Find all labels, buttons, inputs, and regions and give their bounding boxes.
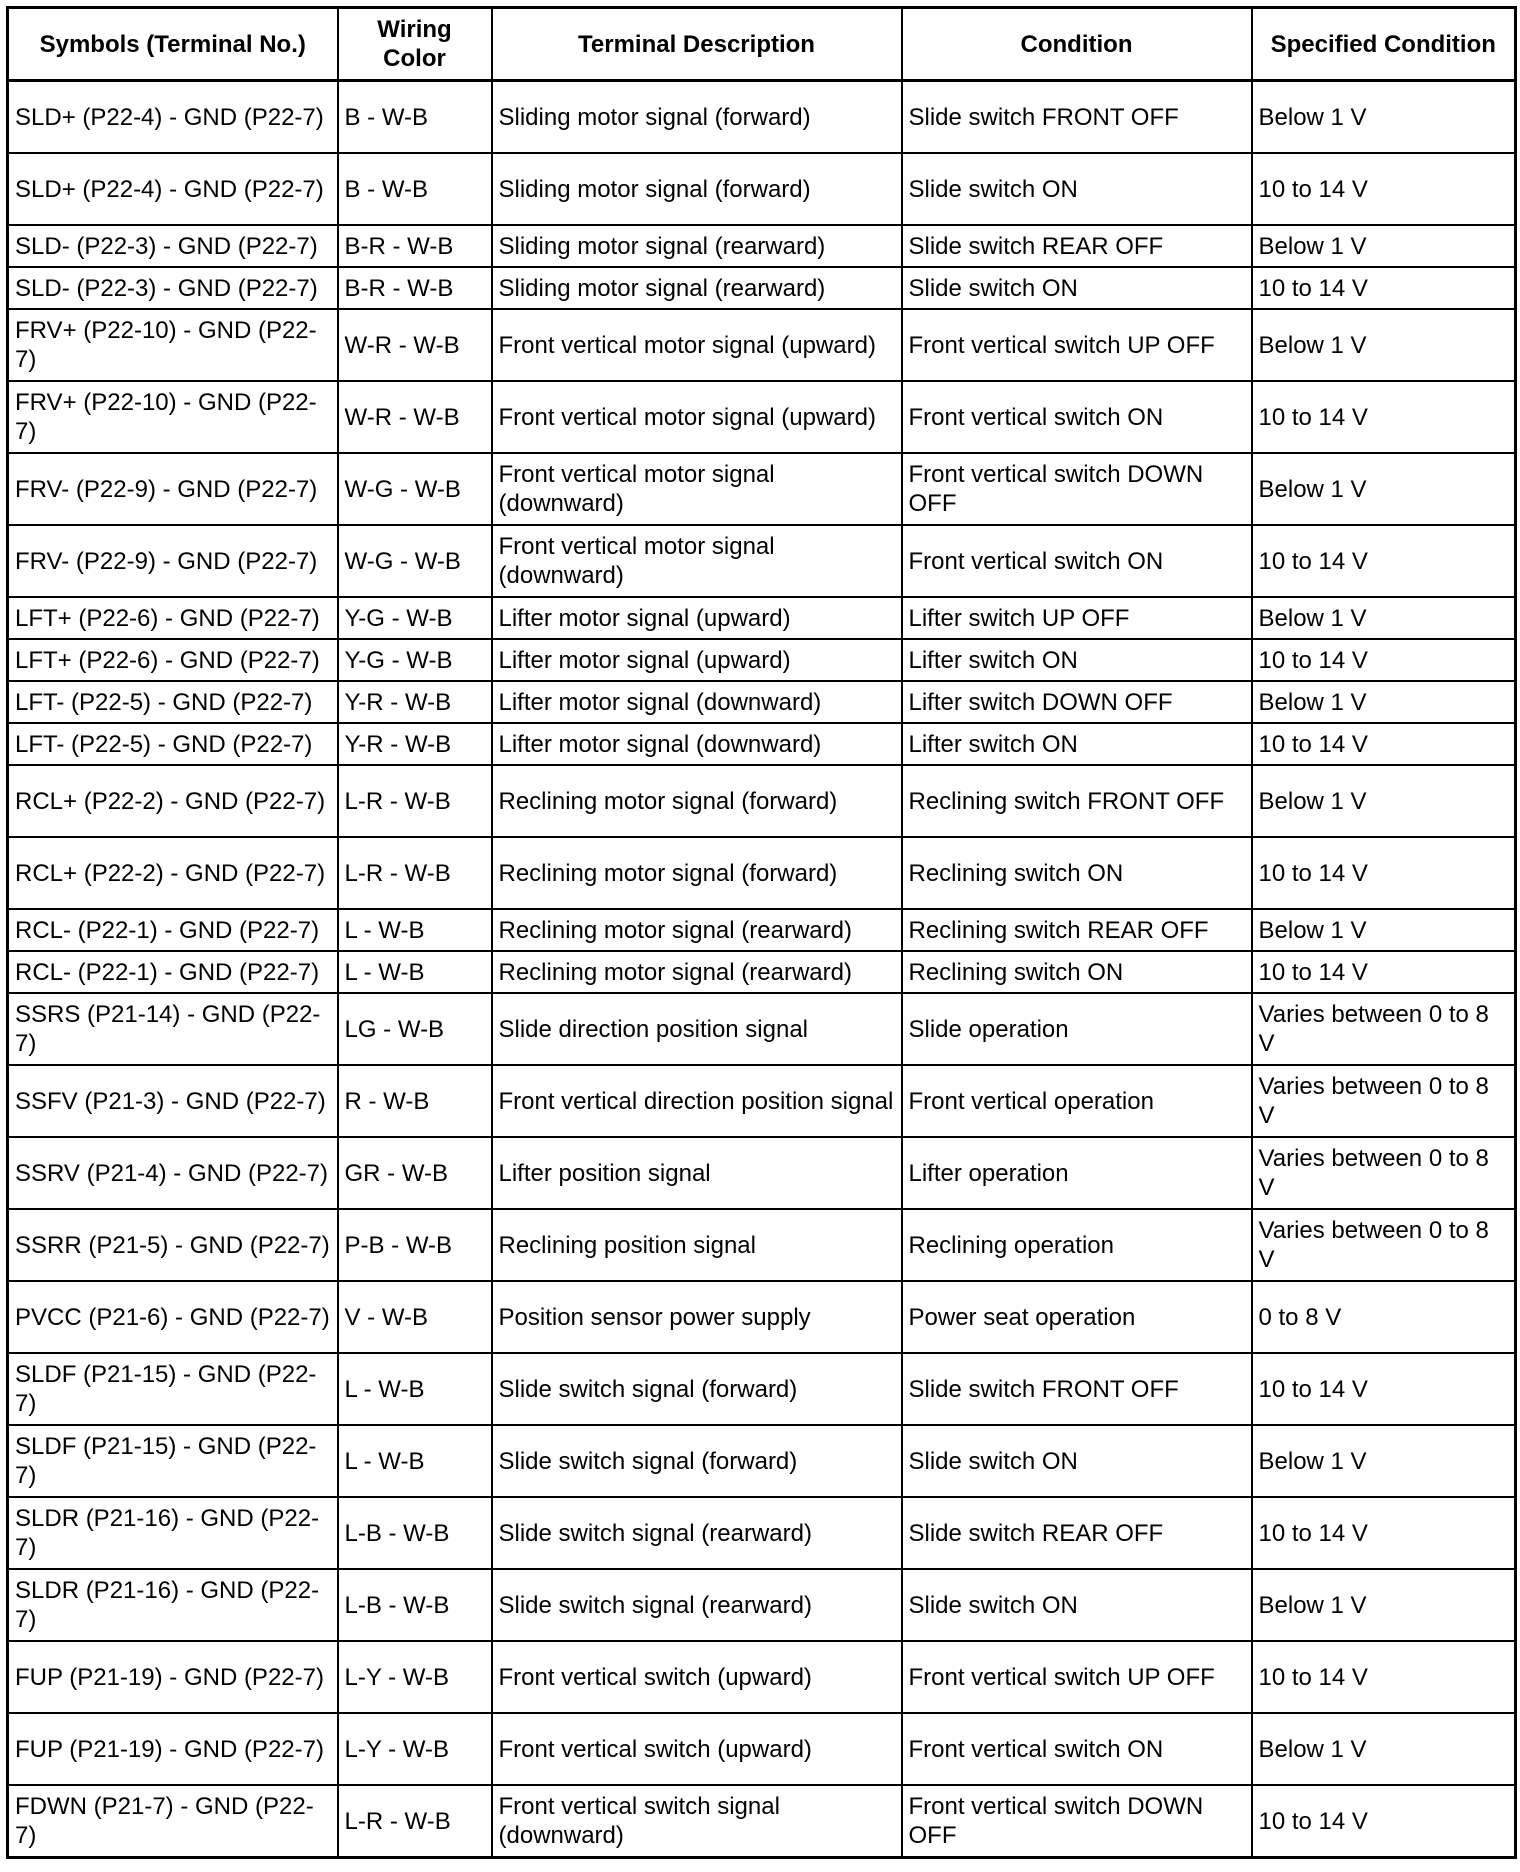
- cell-symbol: FRV- (P22-9) - GND (P22-7): [8, 453, 338, 525]
- cell-wiring-color: L-Y - W-B: [338, 1713, 492, 1785]
- cell-symbol: FDWN (P21-7) - GND (P22-7): [8, 1785, 338, 1858]
- cell-wiring-color: L - W-B: [338, 909, 492, 951]
- cell-description: Position sensor power supply: [492, 1281, 902, 1353]
- cell-wiring-color: B-R - W-B: [338, 225, 492, 267]
- cell-specified-condition: Below 1 V: [1252, 1713, 1516, 1785]
- cell-description: Slide switch signal (forward): [492, 1353, 902, 1425]
- table-row: [8, 1569, 1516, 1641]
- cell-specified-condition: Below 1 V: [1252, 453, 1516, 525]
- table-row: [8, 765, 1516, 837]
- cell-symbol: SSRV (P21-4) - GND (P22-7): [8, 1137, 338, 1209]
- cell-description: Front vertical switch (upward): [492, 1641, 902, 1713]
- cell-condition: Lifter switch DOWN OFF: [902, 681, 1252, 723]
- cell-condition: Front vertical switch UP OFF: [902, 1641, 1252, 1713]
- table-row: [8, 525, 1516, 597]
- cell-wiring-color: B - W-B: [338, 153, 492, 225]
- table-row: [8, 81, 1516, 154]
- cell-condition: Front vertical switch UP OFF: [902, 309, 1252, 381]
- header-symbols: Symbols (Terminal No.): [8, 8, 338, 81]
- cell-symbol: SLD- (P22-3) - GND (P22-7): [8, 225, 338, 267]
- cell-specified-condition: 10 to 14 V: [1252, 1785, 1516, 1858]
- cell-description: Lifter motor signal (downward): [492, 681, 902, 723]
- terminal-table: [6, 6, 1517, 1859]
- cell-condition: Front vertical switch DOWN OFF: [902, 1785, 1252, 1858]
- cell-condition: Slide switch REAR OFF: [902, 1497, 1252, 1569]
- cell-symbol: FUP (P21-19) - GND (P22-7): [8, 1641, 338, 1713]
- cell-condition: Front vertical switch ON: [902, 381, 1252, 453]
- table-row: [8, 909, 1516, 951]
- cell-wiring-color: Y-R - W-B: [338, 723, 492, 765]
- cell-condition: Lifter switch UP OFF: [902, 597, 1252, 639]
- cell-description: Lifter motor signal (downward): [492, 723, 902, 765]
- cell-wiring-color: L-B - W-B: [338, 1497, 492, 1569]
- cell-description: Sliding motor signal (forward): [492, 153, 902, 225]
- cell-symbol: LFT+ (P22-6) - GND (P22-7): [8, 597, 338, 639]
- cell-specified-condition: Varies between 0 to 8 V: [1252, 1209, 1516, 1281]
- cell-wiring-color: W-R - W-B: [338, 309, 492, 381]
- cell-specified-condition: 10 to 14 V: [1252, 1353, 1516, 1425]
- cell-description: Front vertical switch signal (downward): [492, 1785, 902, 1858]
- cell-wiring-color: Y-G - W-B: [338, 639, 492, 681]
- cell-wiring-color: Y-G - W-B: [338, 597, 492, 639]
- cell-symbol: SLDR (P21-16) - GND (P22-7): [8, 1497, 338, 1569]
- cell-symbol: RCL+ (P22-2) - GND (P22-7): [8, 837, 338, 909]
- cell-description: Sliding motor signal (rearward): [492, 225, 902, 267]
- table-row: [8, 1713, 1516, 1785]
- cell-description: Slide direction position signal: [492, 993, 902, 1065]
- cell-wiring-color: W-G - W-B: [338, 525, 492, 597]
- cell-symbol: PVCC (P21-6) - GND (P22-7): [8, 1281, 338, 1353]
- table-row: [8, 951, 1516, 993]
- cell-specified-condition: Below 1 V: [1252, 909, 1516, 951]
- table-row: [8, 153, 1516, 225]
- cell-condition: Power seat operation: [902, 1281, 1252, 1353]
- cell-wiring-color: W-R - W-B: [338, 381, 492, 453]
- cell-symbol: SLDF (P21-15) - GND (P22-7): [8, 1353, 338, 1425]
- cell-condition: Front vertical switch DOWN OFF: [902, 453, 1252, 525]
- cell-description: Reclining motor signal (rearward): [492, 951, 902, 993]
- cell-specified-condition: 10 to 14 V: [1252, 639, 1516, 681]
- cell-condition: Front vertical operation: [902, 1065, 1252, 1137]
- cell-condition: Slide switch ON: [902, 267, 1252, 309]
- table-row: [8, 1641, 1516, 1713]
- cell-specified-condition: Below 1 V: [1252, 81, 1516, 154]
- cell-condition: Reclining switch FRONT OFF: [902, 765, 1252, 837]
- cell-description: Lifter motor signal (upward): [492, 597, 902, 639]
- cell-wiring-color: L-R - W-B: [338, 1785, 492, 1858]
- cell-condition: Slide switch REAR OFF: [902, 225, 1252, 267]
- cell-symbol: FUP (P21-19) - GND (P22-7): [8, 1713, 338, 1785]
- cell-description: Front vertical motor signal (downward): [492, 525, 902, 597]
- cell-wiring-color: B - W-B: [338, 81, 492, 154]
- cell-condition: Lifter operation: [902, 1137, 1252, 1209]
- cell-condition: Lifter switch ON: [902, 639, 1252, 681]
- cell-symbol: FRV- (P22-9) - GND (P22-7): [8, 525, 338, 597]
- cell-symbol: SLDR (P21-16) - GND (P22-7): [8, 1569, 338, 1641]
- cell-condition: Reclining operation: [902, 1209, 1252, 1281]
- table-row: [8, 1497, 1516, 1569]
- table-row: [8, 1353, 1516, 1425]
- cell-description: Front vertical switch (upward): [492, 1713, 902, 1785]
- cell-wiring-color: B-R - W-B: [338, 267, 492, 309]
- terminal-table-container: [6, 6, 1514, 1859]
- table-row: [8, 993, 1516, 1065]
- cell-symbol: FRV+ (P22-10) - GND (P22-7): [8, 309, 338, 381]
- cell-description: Front vertical direction position signal: [492, 1065, 902, 1137]
- cell-wiring-color: W-G - W-B: [338, 453, 492, 525]
- cell-condition: Slide switch FRONT OFF: [902, 81, 1252, 154]
- cell-condition: Front vertical switch ON: [902, 1713, 1252, 1785]
- cell-wiring-color: LG - W-B: [338, 993, 492, 1065]
- cell-specified-condition: Below 1 V: [1252, 309, 1516, 381]
- cell-description: Front vertical motor signal (upward): [492, 381, 902, 453]
- cell-wiring-color: Y-R - W-B: [338, 681, 492, 723]
- table-row: [8, 597, 1516, 639]
- cell-description: Slide switch signal (forward): [492, 1425, 902, 1497]
- cell-description: Front vertical motor signal (upward): [492, 309, 902, 381]
- cell-specified-condition: Below 1 V: [1252, 597, 1516, 639]
- cell-condition: Lifter switch ON: [902, 723, 1252, 765]
- cell-symbol: SLDF (P21-15) - GND (P22-7): [8, 1425, 338, 1497]
- cell-description: Sliding motor signal (forward): [492, 81, 902, 154]
- cell-wiring-color: L - W-B: [338, 1425, 492, 1497]
- table-row: [8, 1281, 1516, 1353]
- cell-description: Lifter motor signal (upward): [492, 639, 902, 681]
- cell-wiring-color: L-R - W-B: [338, 765, 492, 837]
- cell-symbol: SLD+ (P22-4) - GND (P22-7): [8, 153, 338, 225]
- cell-condition: Slide switch ON: [902, 1425, 1252, 1497]
- cell-description: Lifter position signal: [492, 1137, 902, 1209]
- cell-symbol: SLD+ (P22-4) - GND (P22-7): [8, 81, 338, 154]
- cell-specified-condition: Varies between 0 to 8 V: [1252, 1137, 1516, 1209]
- header-terminal-description: Terminal Description: [492, 8, 902, 81]
- cell-specified-condition: 10 to 14 V: [1252, 837, 1516, 909]
- table-row: [8, 381, 1516, 453]
- cell-wiring-color: GR - W-B: [338, 1137, 492, 1209]
- cell-specified-condition: 0 to 8 V: [1252, 1281, 1516, 1353]
- table-row: [8, 1209, 1516, 1281]
- cell-wiring-color: V - W-B: [338, 1281, 492, 1353]
- cell-symbol: SSFV (P21-3) - GND (P22-7): [8, 1065, 338, 1137]
- cell-symbol: LFT- (P22-5) - GND (P22-7): [8, 681, 338, 723]
- cell-symbol: SSRS (P21-14) - GND (P22-7): [8, 993, 338, 1065]
- cell-wiring-color: L - W-B: [338, 1353, 492, 1425]
- table-row: [8, 639, 1516, 681]
- cell-specified-condition: Varies between 0 to 8 V: [1252, 1065, 1516, 1137]
- cell-specified-condition: Below 1 V: [1252, 681, 1516, 723]
- cell-specified-condition: 10 to 14 V: [1252, 381, 1516, 453]
- cell-wiring-color: L - W-B: [338, 951, 492, 993]
- cell-condition: Slide switch ON: [902, 1569, 1252, 1641]
- cell-specified-condition: Below 1 V: [1252, 1425, 1516, 1497]
- cell-description: Slide switch signal (rearward): [492, 1569, 902, 1641]
- table-row: [8, 267, 1516, 309]
- cell-specified-condition: Below 1 V: [1252, 225, 1516, 267]
- cell-specified-condition: 10 to 14 V: [1252, 267, 1516, 309]
- cell-specified-condition: 10 to 14 V: [1252, 1641, 1516, 1713]
- cell-specified-condition: 10 to 14 V: [1252, 1497, 1516, 1569]
- cell-condition: Front vertical switch ON: [902, 525, 1252, 597]
- header-condition: Condition: [902, 8, 1252, 81]
- header-specified-condition: Specified Condition: [1252, 8, 1516, 81]
- cell-wiring-color: P-B - W-B: [338, 1209, 492, 1281]
- table-body: [8, 81, 1516, 1858]
- cell-condition: Slide switch ON: [902, 153, 1252, 225]
- cell-symbol: FRV+ (P22-10) - GND (P22-7): [8, 381, 338, 453]
- cell-condition: Reclining switch REAR OFF: [902, 909, 1252, 951]
- cell-description: Front vertical motor signal (downward): [492, 453, 902, 525]
- table-row: [8, 1137, 1516, 1209]
- header-row: [8, 8, 1516, 81]
- cell-symbol: SLD- (P22-3) - GND (P22-7): [8, 267, 338, 309]
- cell-symbol: LFT+ (P22-6) - GND (P22-7): [8, 639, 338, 681]
- cell-wiring-color: L-B - W-B: [338, 1569, 492, 1641]
- cell-description: Reclining motor signal (forward): [492, 837, 902, 909]
- cell-description: Reclining motor signal (forward): [492, 765, 902, 837]
- cell-symbol: RCL- (P22-1) - GND (P22-7): [8, 909, 338, 951]
- table-row: [8, 1425, 1516, 1497]
- table-row: [8, 681, 1516, 723]
- cell-specified-condition: 10 to 14 V: [1252, 153, 1516, 225]
- cell-condition: Slide operation: [902, 993, 1252, 1065]
- table-row: [8, 1065, 1516, 1137]
- cell-specified-condition: 10 to 14 V: [1252, 723, 1516, 765]
- cell-description: Slide switch signal (rearward): [492, 1497, 902, 1569]
- cell-symbol: RCL+ (P22-2) - GND (P22-7): [8, 765, 338, 837]
- cell-symbol: LFT- (P22-5) - GND (P22-7): [8, 723, 338, 765]
- cell-wiring-color: L-R - W-B: [338, 837, 492, 909]
- table-row: [8, 225, 1516, 267]
- cell-condition: Slide switch FRONT OFF: [902, 1353, 1252, 1425]
- table-row: [8, 837, 1516, 909]
- cell-specified-condition: Below 1 V: [1252, 765, 1516, 837]
- cell-condition: Reclining switch ON: [902, 951, 1252, 993]
- cell-symbol: RCL- (P22-1) - GND (P22-7): [8, 951, 338, 993]
- table-row: [8, 723, 1516, 765]
- table-row: [8, 1785, 1516, 1858]
- cell-description: Reclining position signal: [492, 1209, 902, 1281]
- cell-specified-condition: 10 to 14 V: [1252, 525, 1516, 597]
- cell-symbol: SSRR (P21-5) - GND (P22-7): [8, 1209, 338, 1281]
- cell-wiring-color: R - W-B: [338, 1065, 492, 1137]
- header-wiring-color: Wiring Color: [338, 8, 492, 81]
- cell-description: Reclining motor signal (rearward): [492, 909, 902, 951]
- cell-wiring-color: L-Y - W-B: [338, 1641, 492, 1713]
- table-row: [8, 309, 1516, 381]
- cell-specified-condition: Below 1 V: [1252, 1569, 1516, 1641]
- cell-specified-condition: 10 to 14 V: [1252, 951, 1516, 993]
- cell-description: Sliding motor signal (rearward): [492, 267, 902, 309]
- cell-condition: Reclining switch ON: [902, 837, 1252, 909]
- cell-specified-condition: Varies between 0 to 8 V: [1252, 993, 1516, 1065]
- table-row: [8, 453, 1516, 525]
